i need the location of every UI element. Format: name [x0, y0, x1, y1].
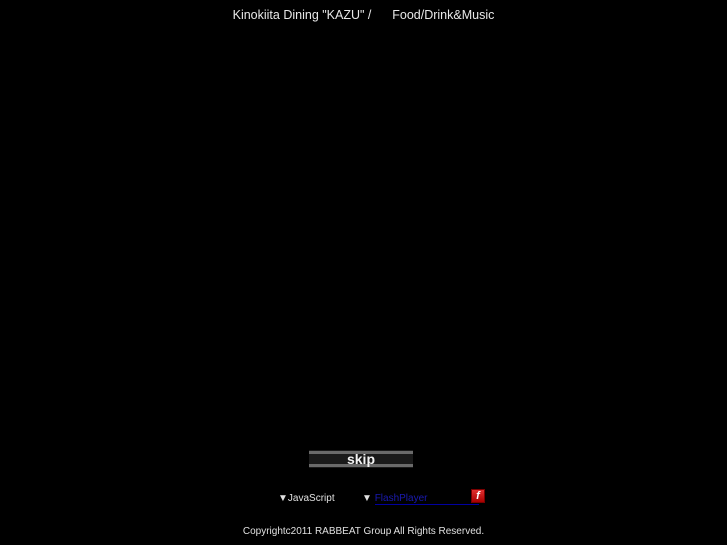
triangle-down-icon: ▼	[362, 493, 372, 504]
site-tagline: Food/Drink&Music	[392, 8, 495, 22]
flash-requirement	[362, 493, 479, 505]
javascript-requirement	[278, 493, 335, 504]
flash-player-icon[interactable]: f	[471, 489, 485, 503]
site-name: Kinokiita Dining "KAZU" /	[232, 8, 372, 22]
triangle-down-icon: ▼	[278, 493, 288, 504]
skip-label: skip	[346, 451, 375, 467]
javascript-label: JavaScript	[287, 493, 335, 504]
skip-intro-button[interactable]	[309, 450, 413, 468]
copyright-text: Copyrightc2011 RABBEAT Group All Rights Reserved.	[242, 526, 485, 537]
site-header	[0, 8, 727, 22]
flash-player-link[interactable]: FlashPlayer	[375, 493, 479, 505]
